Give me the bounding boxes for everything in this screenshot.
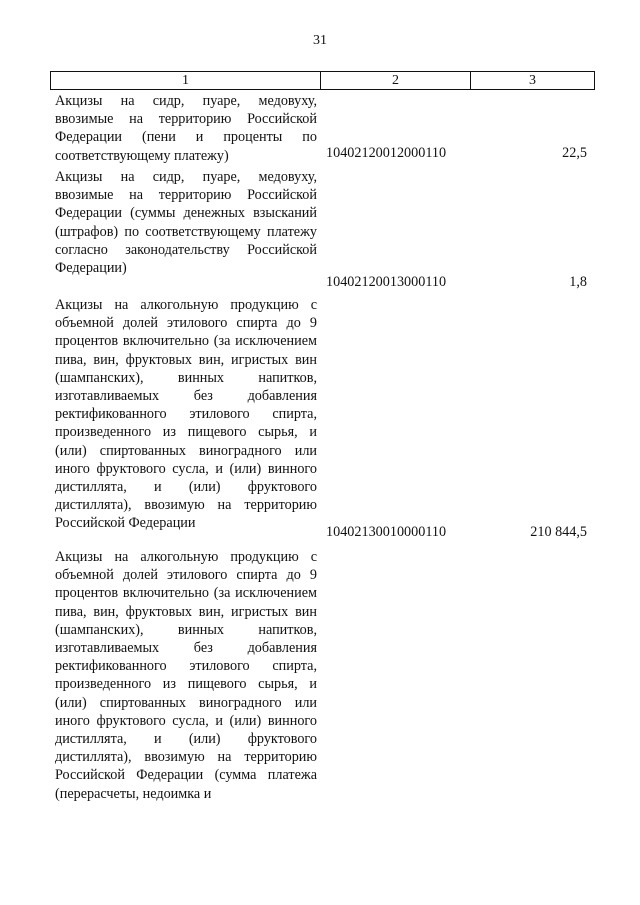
table-row: [50, 548, 595, 838]
row-code: 10402120013000110: [326, 274, 447, 290]
row-code: 10402130010000110: [326, 524, 447, 540]
column-header-3: 3: [529, 73, 536, 88]
row-description: Акцизы на алкогольную продукцию с объемной долей этилового спирта до 9 процентов включительно (за исключением пива, вин, фруктовых вин, игристых вин (шампанских), винных напитков, изготавливаемых без добавления ректификованного этилового спирта, произведенного из пищевого сырья, и (или) спиртованных виноградного или иного фруктового сусла, и (или) винного дистиллята, и (или) фруктового дистиллята), ввозимую на территорию Российской Федерации: [55, 297, 317, 532]
row-description: Акцизы на сидр, пуаре, медовуху, ввозимые на территорию Российской Федерации (пени и проценты по соответствующему платежу): [55, 93, 317, 164]
row-description: Акцизы на алкогольную продукцию с объемной долей этилового спирта до 9 процентов включительно (за исключением пива, вин, фруктовых вин, игристых вин (шампанских), винных напитков, изготавливаемых без добавления ректификованного этилового спирта, произведенного из пищевого сырья, и (или) спиртованных виноградного или иного фруктового сусла, и (или) винного дистиллята, и (или) фруктового дистиллята), ввозимую на территорию Российской Федерации (сумма платежа (перерасчеты, недоимка и: [55, 549, 317, 802]
row-description: Акцизы на сидр, пуаре, медовуху, ввозимые на территорию Российской Федерации (суммы денежных взысканий (штрафов) по соответствующему платежу согласно законодательству Российской Федерации): [55, 169, 317, 277]
row-amount: 22,5: [562, 145, 587, 161]
column-header-2: 2: [321, 72, 471, 89]
table-row: [50, 168, 595, 293]
row-code: 10402120012000110: [326, 145, 447, 161]
table-row: [50, 92, 595, 162]
table-header: [50, 71, 595, 90]
page-number: 31: [313, 33, 327, 48]
column-header-1: 1: [51, 72, 321, 89]
table-row: [50, 296, 595, 546]
row-amount: 1,8: [569, 274, 587, 290]
row-amount: 210 844,5: [530, 524, 587, 540]
